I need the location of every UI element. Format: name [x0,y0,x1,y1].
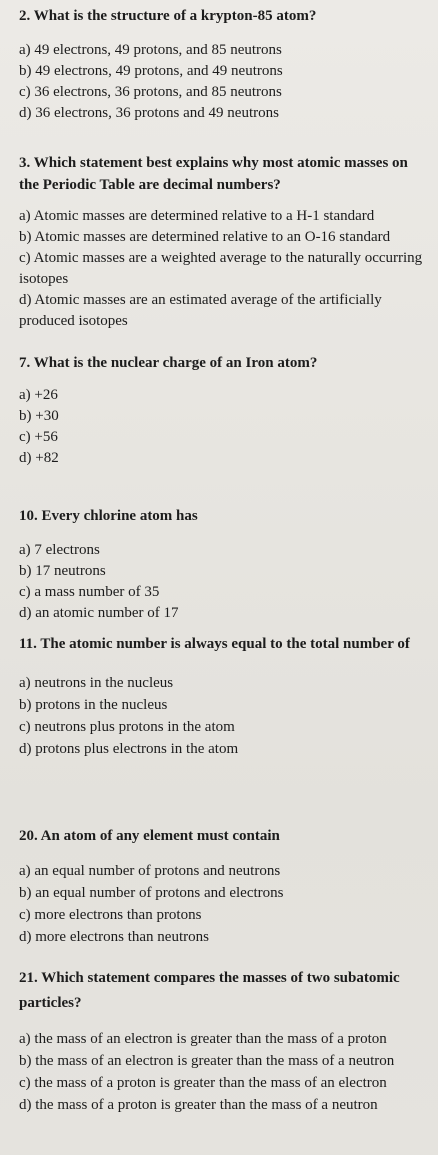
option-c: c) a mass number of 35 [19,584,160,600]
option-d: d) protons plus electrons in the atom [19,741,239,757]
option-a: a) +26 [19,387,58,403]
option-d: d) Atomic masses are an estimated average of the artificially produced isotopes [19,292,382,329]
option-d: d) 36 electrons, 36 protons and 49 neutrons [19,105,279,121]
option-b: b) an equal number of protons and electrons [19,885,284,901]
option-a: a) 49 electrons, 49 protons, and 85 neutrons [19,42,282,58]
option-b: b) +30 [19,408,59,424]
question-7 [19,353,429,469]
option-c: c) 36 electrons, 36 protons, and 85 neutrons [19,84,282,100]
option-a: a) 7 electrons [19,542,100,558]
option-b: b) Atomic masses are determined relative to an O-16 standard [19,229,391,245]
option-a: a) neutrons in the nucleus [19,675,174,691]
option-a: a) the mass of an electron is greater than the mass of a proton [19,1031,387,1047]
question-2 [19,6,429,124]
question-stem: 20. An atom of any element must contain [19,828,280,844]
option-c: c) more electrons than protons [19,907,202,923]
option-c: c) the mass of a proton is greater than the mass of an electron [19,1075,387,1091]
option-c: c) +56 [19,429,58,445]
question-stem: 10. Every chlorine atom has [19,508,198,524]
question-10 [19,506,429,624]
option-d: d) more electrons than neutrons [19,929,209,945]
question-stem: 2. What is the structure of a krypton-85 atom? [19,8,317,24]
option-c: c) Atomic masses are a weighted average to the naturally occurring isotopes [19,250,423,287]
option-b: b) protons in the nucleus [19,697,168,713]
question-21 [19,966,429,1116]
option-b: b) 17 neutrons [19,563,106,579]
option-d: d) the mass of a proton is greater than the mass of a neutron [19,1097,378,1113]
question-stem: 21. Which statement compares the masses of two subatomic particles? [19,970,400,1011]
option-d: d) +82 [19,450,59,466]
option-b: b) 49 electrons, 49 protons, and 49 neutrons [19,63,283,79]
option-c: c) neutrons plus protons in the atom [19,719,235,735]
option-a: a) Atomic masses are determined relative to a H-1 standard [19,208,375,224]
option-d: d) an atomic number of 17 [19,605,179,621]
question-11 [19,632,429,760]
question-3 [19,152,429,332]
question-stem: 7. What is the nuclear charge of an Iron atom? [19,355,318,371]
question-stem: 3. Which statement best explains why most atomic masses on the Periodic Table are decimal numbers? [19,155,408,193]
option-a: a) an equal number of protons and neutrons [19,863,281,879]
question-stem: 11. The atomic number is always equal to the total number of [19,636,410,652]
question-20 [19,826,429,948]
option-b: b) the mass of an electron is greater than the mass of a neutron [19,1053,395,1069]
